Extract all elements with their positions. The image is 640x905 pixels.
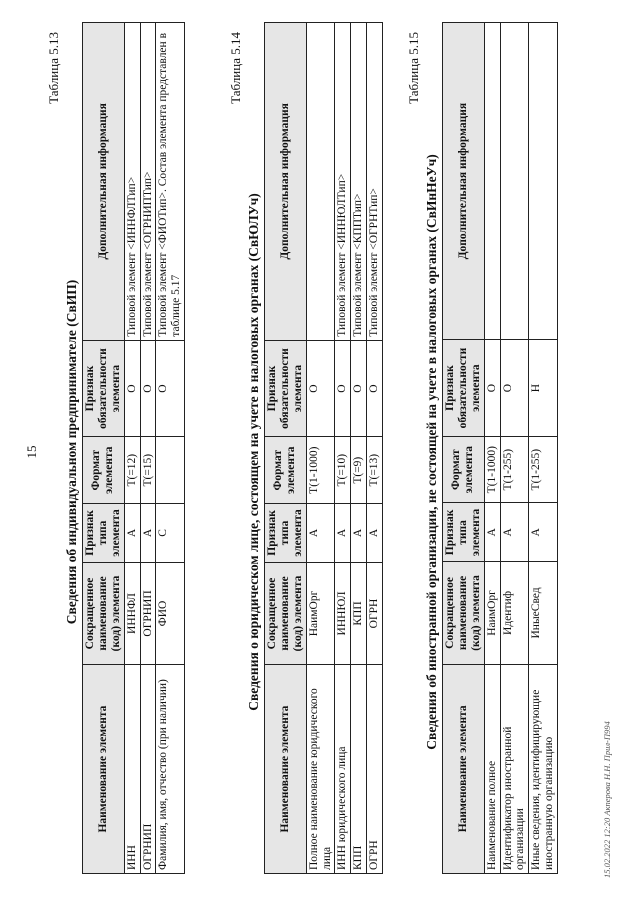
cell-format: T(=10) xyxy=(335,437,351,504)
header-element-required: Признак обязательности элемента xyxy=(443,340,485,437)
cell-code: КПП xyxy=(351,562,367,664)
cell-code: ФИО xyxy=(156,562,185,664)
cell-info xyxy=(529,23,558,340)
cell-required: О xyxy=(306,340,335,437)
table-header-row xyxy=(265,23,307,874)
cell-required: О xyxy=(484,340,500,437)
header-element-type: Признак типа элемента xyxy=(83,503,125,562)
cell-info xyxy=(500,23,529,340)
cell-required: Н xyxy=(529,340,558,437)
cell-required: О xyxy=(124,340,140,437)
table-caption-5-14: Таблица 5.14 xyxy=(228,32,243,104)
table-5-15 xyxy=(442,22,558,874)
table-caption-5-13: Таблица 5.13 xyxy=(46,32,61,104)
cell-format xyxy=(156,437,185,504)
table-row xyxy=(500,23,529,874)
header-element-code: Сокращенное наименование (код) элемента xyxy=(83,562,125,664)
cell-name: ОГРНИП xyxy=(140,665,156,874)
cell-required: О xyxy=(367,340,383,437)
cell-required: О xyxy=(500,340,529,437)
cell-code: Идентиф xyxy=(500,562,529,664)
cell-type: А xyxy=(484,503,500,562)
cell-code: НаимОрг xyxy=(306,562,335,664)
cell-type: А xyxy=(500,503,529,562)
cell-info: Типовой элемент <ИННЮЛТип> xyxy=(335,23,351,341)
cell-required: О xyxy=(156,340,185,437)
cell-code: ОГРНИП xyxy=(140,562,156,664)
cell-type: А xyxy=(351,503,367,562)
table-row xyxy=(156,23,185,874)
cell-code: ИННФЛ xyxy=(124,562,140,664)
cell-code: ОГРН xyxy=(367,562,383,664)
table-header-row xyxy=(443,23,485,874)
table-row xyxy=(124,23,140,874)
cell-format: T(1-255) xyxy=(529,436,558,503)
table-title-5-14: Сведения о юридическом лице, состоящем на учете в налоговых органах (СвЮЛУч) xyxy=(246,193,261,711)
table-row xyxy=(367,23,383,874)
cell-format: T(=15) xyxy=(140,437,156,504)
header-element-name: Наименование элемента xyxy=(83,665,125,874)
cell-name: КПП xyxy=(351,665,367,874)
cell-code: ИныеСвед xyxy=(529,562,558,664)
cell-type: С xyxy=(156,503,185,562)
cell-type: А xyxy=(367,503,383,562)
cell-name: Иные сведения, идентифицирующие иностранную организацию xyxy=(529,664,558,873)
header-element-name: Наименование элемента xyxy=(443,664,485,873)
header-element-name: Наименование элемента xyxy=(265,665,307,874)
cell-required: О xyxy=(351,340,367,437)
cell-name: Полное наименование юридического лица xyxy=(306,665,335,874)
cell-type: А xyxy=(124,503,140,562)
cell-type: А xyxy=(306,503,335,562)
header-element-format: Формат элемента xyxy=(443,436,485,503)
cell-required: О xyxy=(140,340,156,437)
header-element-type: Признак типа элемента xyxy=(265,503,307,562)
table-title-5-15: Сведения об иностранной организации, не состоящей на учете в налоговых органах (СвИнНеУч) xyxy=(424,154,439,750)
rotated-page xyxy=(20,22,620,882)
cell-info xyxy=(484,23,500,340)
header-element-info: Дополнительная информация xyxy=(443,23,485,340)
cell-info: Типовой элемент <КППТип> xyxy=(351,23,367,341)
document-stamp: 15.02.2022 12:20 Акперова Н.Н. Прил-П994 xyxy=(602,721,612,878)
cell-format: T(=9) xyxy=(351,437,367,504)
cell-name: ИНН юридического лица xyxy=(335,665,351,874)
table-5-14 xyxy=(264,22,383,874)
cell-name: Наименование полное xyxy=(484,664,500,873)
table-title-5-13: Сведения об индивидуальном предпринимателе (СвИП) xyxy=(64,279,79,625)
cell-info: Типовой элемент <ИННФЛТип> xyxy=(124,23,140,341)
table-row xyxy=(351,23,367,874)
table-row xyxy=(140,23,156,874)
cell-format: T(1-255) xyxy=(500,436,529,503)
cell-code: ИННЮЛ xyxy=(335,562,351,664)
cell-format: T(1-1000) xyxy=(306,437,335,504)
header-element-info: Дополнительная информация xyxy=(83,23,125,341)
cell-type: А xyxy=(529,503,558,562)
cell-name: Фамилия, имя, отчество (при наличии) xyxy=(156,665,185,874)
header-element-code: Сокращенное наименование (код) элемента xyxy=(443,562,485,664)
header-element-format: Формат элемента xyxy=(83,437,125,504)
cell-name: ОГРН xyxy=(367,665,383,874)
page-number: 15 xyxy=(24,445,39,459)
table-row xyxy=(306,23,335,874)
header-element-code: Сокращенное наименование (код) элемента xyxy=(265,562,307,664)
cell-format: T(=13) xyxy=(367,437,383,504)
cell-name: ИНН xyxy=(124,665,140,874)
cell-info xyxy=(306,23,335,341)
cell-info: Типовой элемент <ФИОТип>. Состав элемента представлен в таблице 5.17 xyxy=(156,23,185,341)
header-element-format: Формат элемента xyxy=(265,437,307,504)
table-row xyxy=(484,23,500,874)
cell-format: T(=12) xyxy=(124,437,140,504)
cell-type: А xyxy=(140,503,156,562)
cell-required: О xyxy=(335,340,351,437)
cell-type: А xyxy=(335,503,351,562)
cell-info: Типовой элемент <ОГРНИПТип> xyxy=(140,23,156,341)
table-caption-5-15: Таблица 5.15 xyxy=(406,32,421,104)
cell-info: Типовой элемент <ОГРНТип> xyxy=(367,23,383,341)
table-5-13 xyxy=(82,22,185,874)
cell-format: T(1-1000) xyxy=(484,436,500,503)
header-element-info: Дополнительная информация xyxy=(265,23,307,341)
cell-name: Идентификатор иностранной организации xyxy=(500,664,529,873)
table-header-row xyxy=(83,23,125,874)
header-element-required: Признак обязательности элемента xyxy=(83,340,125,437)
table-row xyxy=(529,23,558,874)
cell-code: НаимОрг xyxy=(484,562,500,664)
header-element-type: Признак типа элемента xyxy=(443,503,485,562)
header-element-required: Признак обязательности элемента xyxy=(265,340,307,437)
table-row xyxy=(335,23,351,874)
